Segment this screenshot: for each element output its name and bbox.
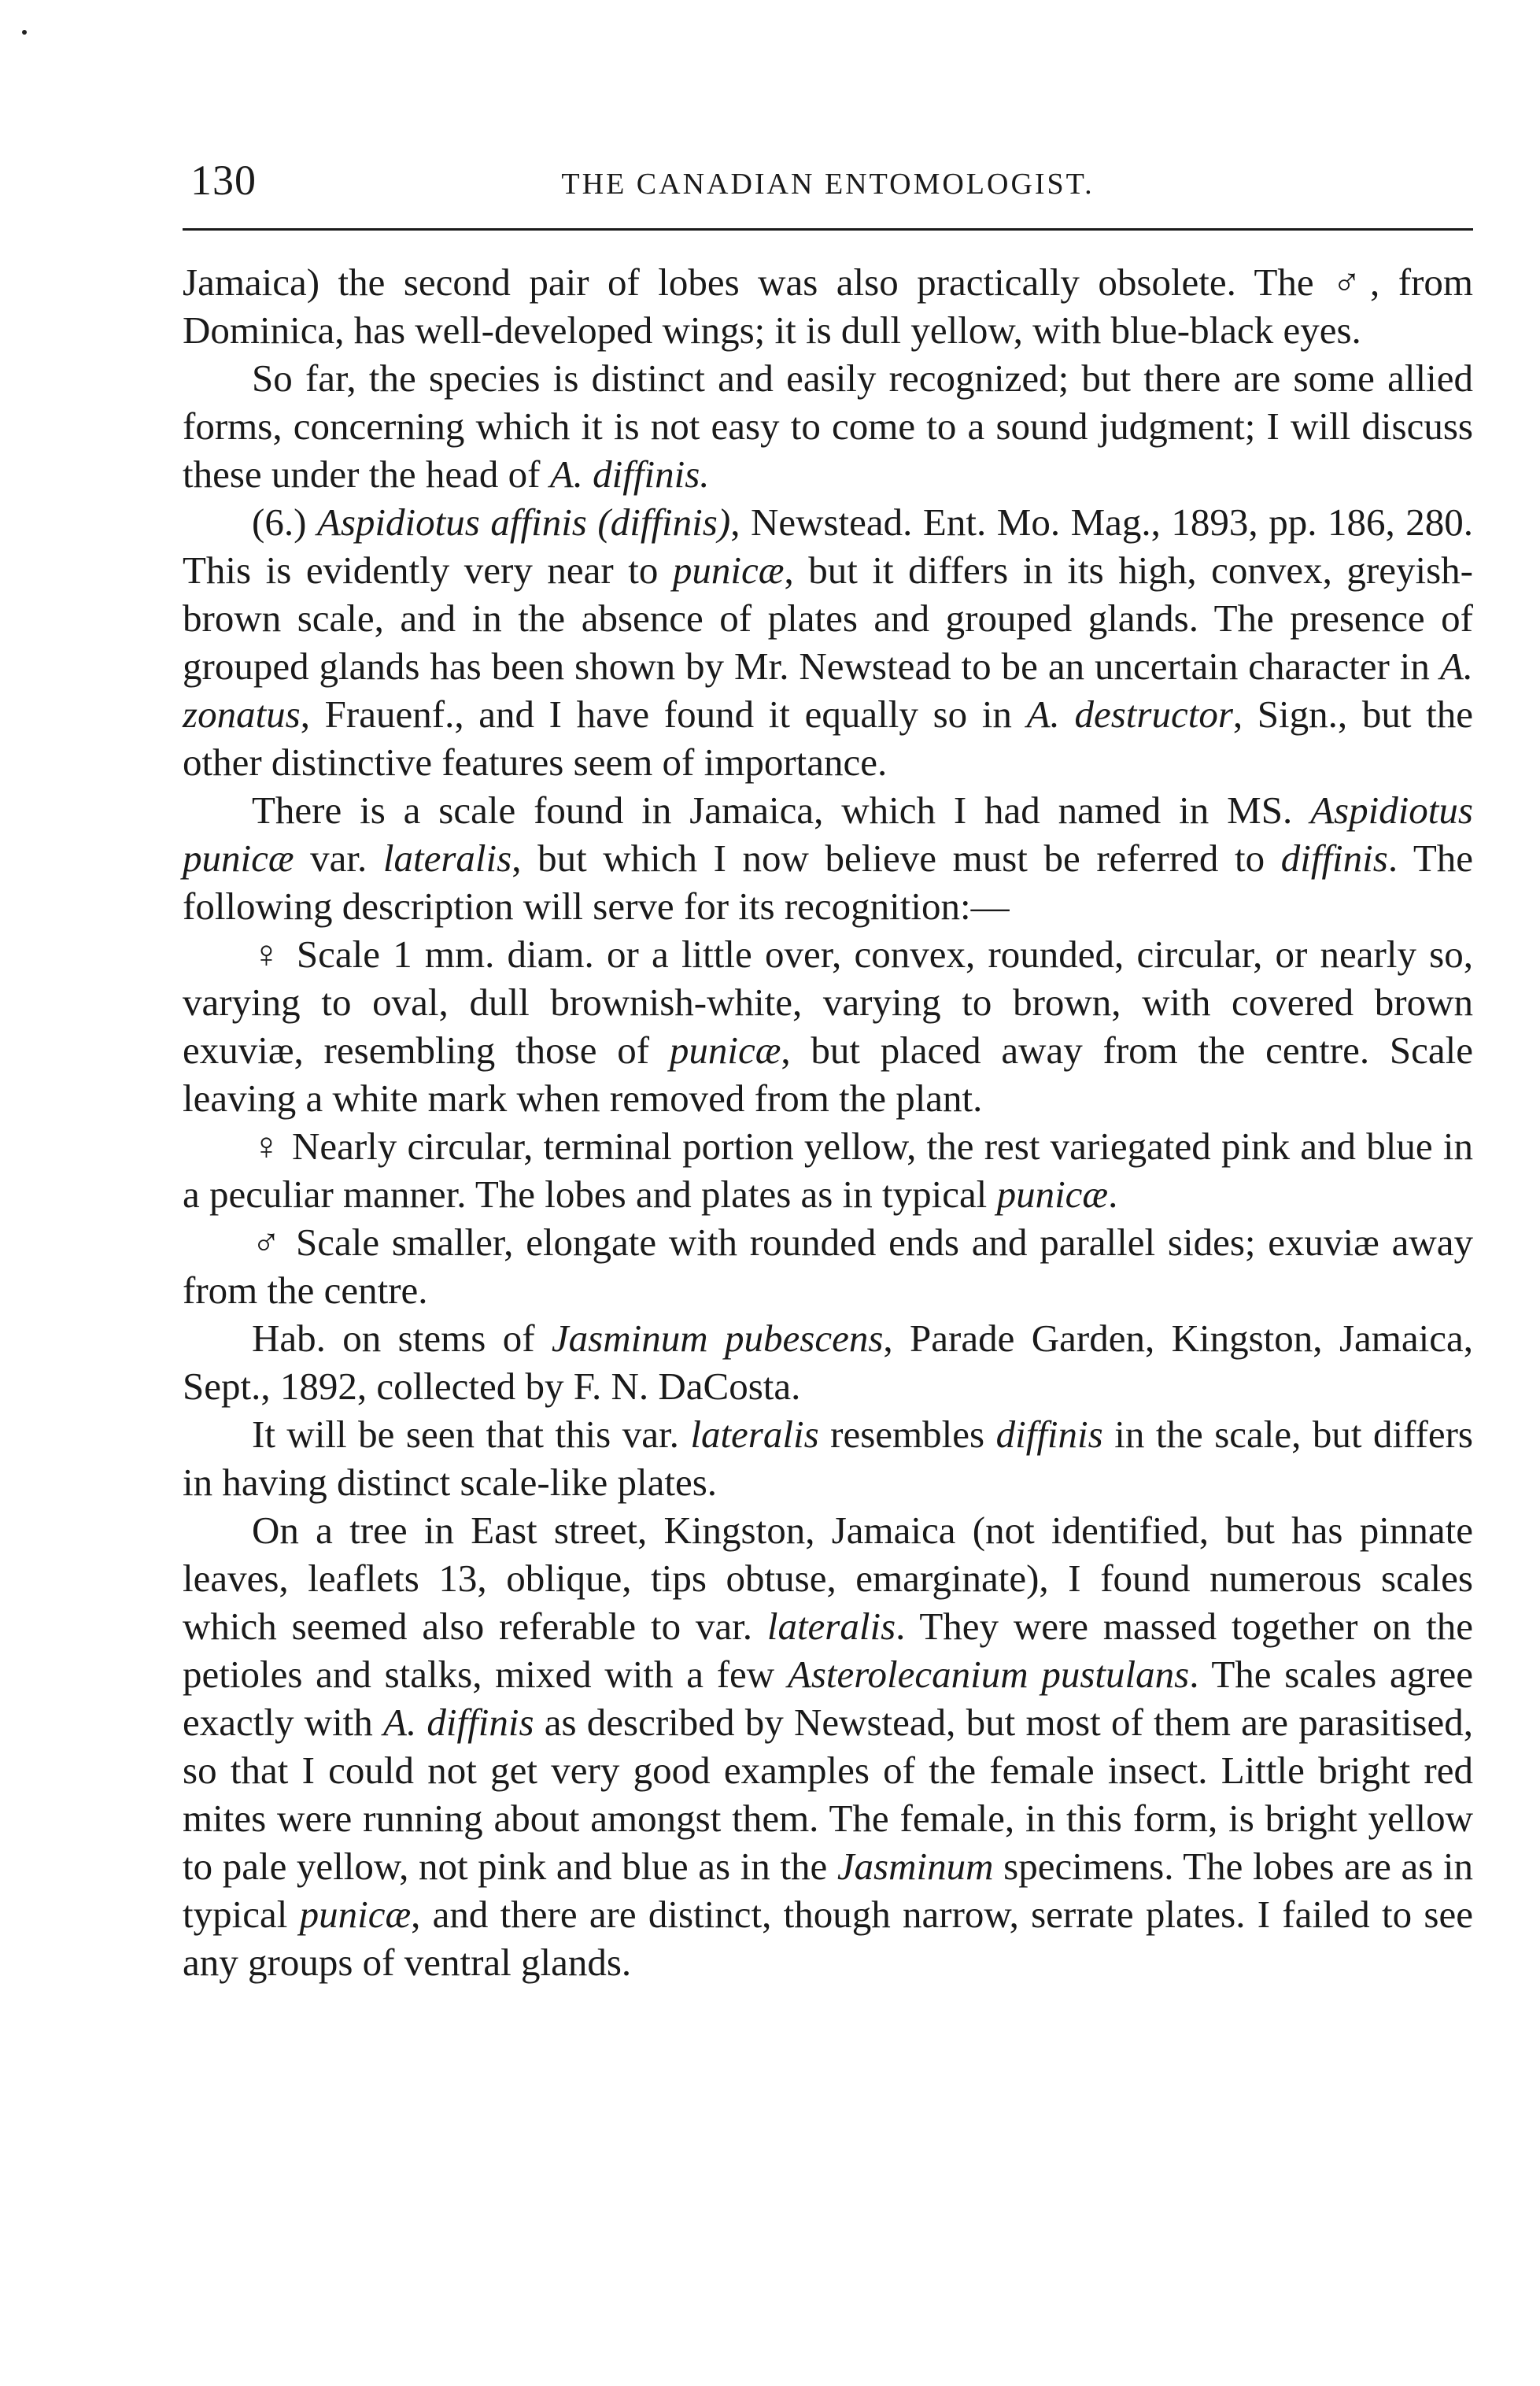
page-header: [183, 150, 1473, 212]
italic-term: punicæ: [299, 1893, 412, 1936]
text-run: .: [1108, 1173, 1118, 1216]
paragraph-p4: [183, 786, 1473, 930]
margin-dot: [22, 30, 27, 35]
italic-term: Aspidiotus affinis (diffinis): [316, 500, 731, 544]
paragraph-p1: [183, 258, 1473, 354]
italic-term: lateralis: [690, 1413, 819, 1456]
paragraph-p10: [183, 1506, 1473, 1986]
text-run: (6.): [252, 500, 317, 544]
text-run: ♂ Scale smaller, elongate with rounded ends and parallel sides; exuviæ away from the centre.: [183, 1221, 1473, 1312]
text-run: ♀ Scale 1 mm. diam. or a little over, convex, rounded, circular, or nearly so, varying to oval, dull brownish-white, varying to brown, with covered brown exuviæ, resembling those of: [183, 933, 1473, 1072]
italic-term: Jasminum pubescens: [551, 1317, 884, 1360]
text-run: , Sign., but the other distinctive features seem of importance.: [183, 693, 1473, 784]
italic-term: diffinis: [995, 1413, 1103, 1456]
paragraph-p5: [183, 930, 1473, 1122]
text-run: in the scale, but differs in having distinct scale-like plates.: [183, 1413, 1473, 1504]
text-run: , Frauenf., and I have found it equally so in: [300, 693, 1027, 736]
text-run: specimens. The lobes are as in typical: [183, 1845, 1473, 1936]
italic-term: A. destructor: [1026, 693, 1233, 736]
text-run: It will be seen that this var.: [252, 1413, 691, 1456]
paragraph-p6: [183, 1122, 1473, 1218]
italic-term: lateralis: [766, 1605, 896, 1648]
text-run: , but it differs in its high, convex, greyish-brown scale, and in the absence of plates and grouped glands. The presence of grouped glands has been shown by Mr. Newstead to be an uncertain character in: [183, 548, 1473, 688]
italic-term: Jasminum: [836, 1845, 994, 1888]
text-run: . The scales agree exactly with: [183, 1653, 1474, 1744]
text-run: ♀ Nearly circular, terminal portion yellow, the rest variegated pink and blue in a peculiar manner. The lobes and plates as in typical: [183, 1125, 1473, 1216]
italic-term: punicæ: [996, 1173, 1109, 1216]
text-run: So far, the species is distinct and easily recognized; but there are some allied forms, concerning which it is not easy to come to a sound judgment; I will discuss these under the head of: [183, 356, 1473, 496]
running-title: THE CANADIAN ENTOMOLOGIST.: [561, 168, 1095, 201]
text-run: Hab. on stems of: [252, 1317, 552, 1360]
text-run: Jamaica) the second pair of lobes was also practically obsolete. The ♂, from Dominica, has well-developed wings; it is dull yellow, with blue-black eyes.: [183, 260, 1473, 352]
text-run: . They were massed together on the petioles and stalks, mixed with a few: [183, 1605, 1473, 1696]
paragraph-p7: [183, 1218, 1473, 1314]
text-run: , but which I now believe must be referred to: [511, 837, 1281, 880]
text-run: , but placed away from the centre. Scale leaving a white mark when removed from the plant.: [183, 1029, 1473, 1120]
italic-term: Asterolecanium pustulans: [787, 1653, 1190, 1696]
italic-term: A. diffinis: [383, 1701, 534, 1744]
body-text: [183, 258, 1473, 1986]
italic-term: lateralis: [382, 837, 512, 880]
italic-term: diffinis: [1280, 837, 1388, 880]
paragraph-p8: [183, 1314, 1473, 1410]
text-run: resembles: [818, 1413, 996, 1456]
page-number: 130: [190, 157, 257, 204]
italic-term: Aspidiotus punicæ: [183, 789, 1473, 880]
text-run: var.: [294, 837, 383, 880]
header-rule: [183, 228, 1473, 231]
italic-term: A. diffinis.: [549, 452, 710, 496]
italic-term: punicæ: [672, 548, 785, 592]
paragraph-p2: [183, 354, 1473, 498]
text-run: On a tree in East street, Kingston, Jamaica (not identified, but has pinnate leaves, leaflets 13, oblique, tips obtuse, emarginate), I found numerous scales which seemed also referable to var.: [183, 1509, 1473, 1648]
text-run: , and there are distinct, though narrow, serrate plates. I failed to see any groups of ventral glands.: [183, 1893, 1473, 1984]
text-run: as described by Newstead, but most of them are parasitised, so that I could not get very good examples of the female insect. Little bright red mites were running about amongst them. The female, in this form, is bright yellow to pale yellow, not pink and blue as in the: [183, 1701, 1473, 1888]
text-run: , Parade Garden, Kingston, Jamaica, Sept., 1892, collected by F. N. DaCosta.: [183, 1317, 1473, 1408]
text-run: There is a scale found in Jamaica, which I had named in MS.: [252, 789, 1311, 832]
paragraph-p3: [183, 498, 1473, 786]
text-run: . The following description will serve for its recognition:—: [183, 837, 1474, 928]
text-run: , Newstead. Ent. Mo. Mag., 1893, pp. 186, 280. This is evidently very near to: [183, 500, 1474, 592]
paragraph-p9: [183, 1410, 1473, 1506]
italic-term: A. zonatus: [183, 645, 1473, 736]
italic-term: punicæ: [669, 1029, 781, 1072]
